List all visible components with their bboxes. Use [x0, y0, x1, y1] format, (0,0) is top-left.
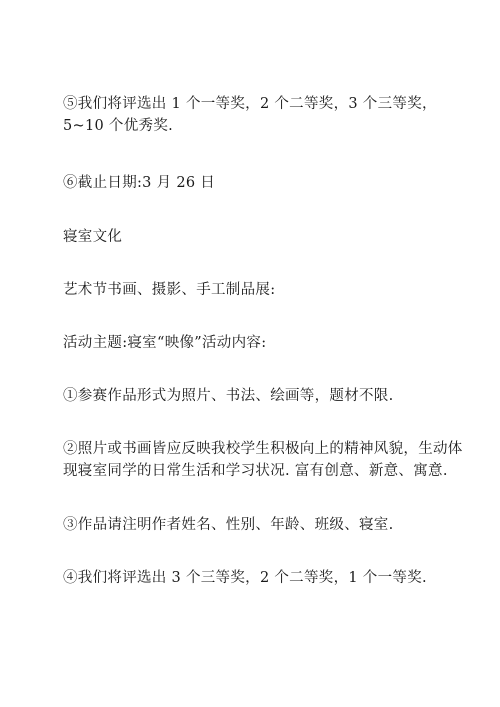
paragraph-rule-4: ④我们将评选出 3 个三等奖，2 个二等奖，1 个一等奖.	[63, 570, 427, 586]
paragraph-deadline: ⑥截止日期:3 月 26 日	[63, 175, 216, 191]
paragraph-art-festival: 艺术节书画、摄影、手工制品展:	[63, 282, 276, 298]
paragraph-award-count: ⑤我们将评选出 1 个一等奖，2 个二等奖，3 个三等奖，5~10 个优秀奖.	[63, 96, 437, 134]
paragraph-rule-2: ②照片或书画皆应反映我校学生积极向上的精神风貌，生动体现寝室同学的日常生活和学习状况. 富有创意、新意、寓意.	[63, 441, 463, 479]
paragraph-activity-theme: 活动主题:寝室“映像”活动内容:	[63, 335, 267, 351]
paragraph-rule-1: ①参赛作品形式为照片、书法、绘画等，题材不限.	[63, 388, 394, 404]
paragraph-dorm-culture-heading: 寝室文化	[63, 229, 123, 245]
paragraph-rule-3: ③作品请注明作者姓名、性别、年龄、班级、寝室.	[63, 517, 394, 533]
